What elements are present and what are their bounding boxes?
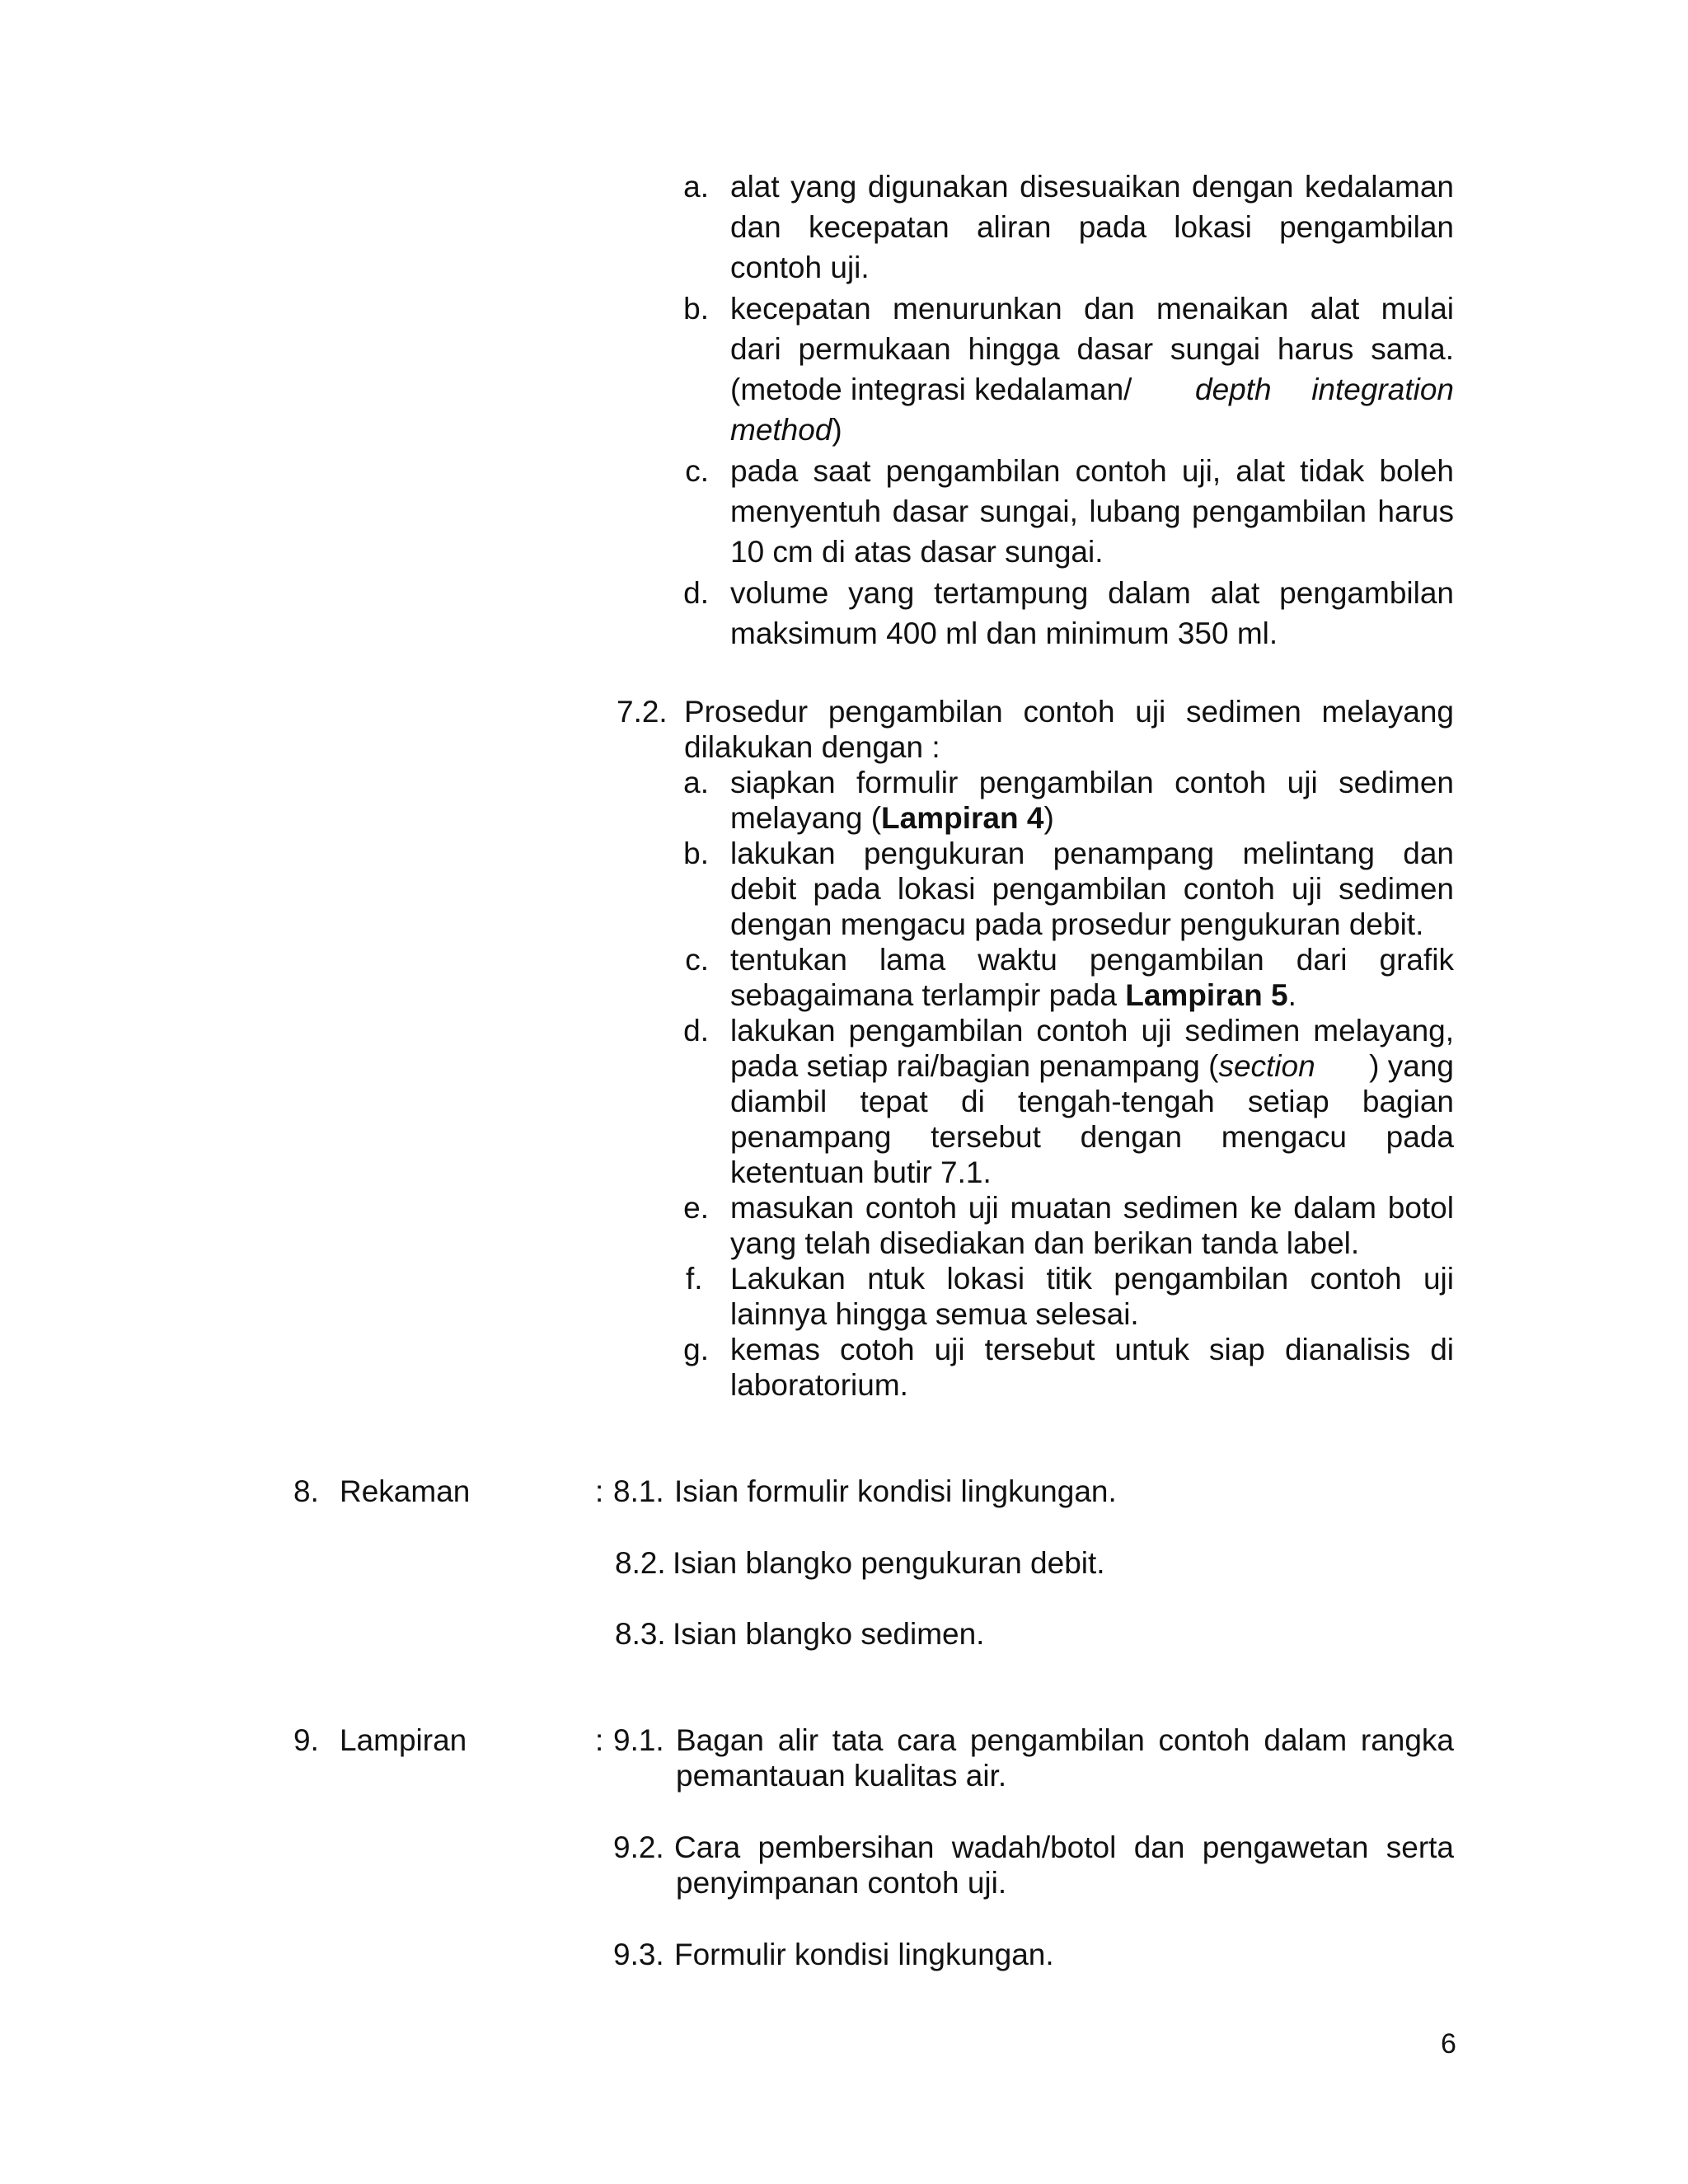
list-item-line: dengan mengacu pada prosedur pengukuran debit. <box>730 907 1424 941</box>
list-marker: d. <box>683 576 709 610</box>
list-item-text: pada setiap rai/bagian penampang ( <box>730 1049 1219 1083</box>
list-item-text: melayang ( <box>730 801 882 835</box>
lampiran-reference: Lampiran 4 <box>881 801 1044 835</box>
list-item-line: pada saat pengambilan contoh uji, alat tidak boleh <box>730 454 1454 488</box>
list-marker: a. <box>683 766 709 799</box>
section-intro-line: Prosedur pengambilan contoh uji sedimen melayang <box>684 695 1454 729</box>
list-item-line: Lakukan ntuk lokasi titik pengambilan contoh uji <box>730 1262 1454 1296</box>
list-item-text: . <box>1287 978 1296 1012</box>
item-text-line: Bagan alir tata cara pengambilan contoh dalam rangka <box>676 1723 1454 1757</box>
section-title: Lampiran <box>340 1723 467 1757</box>
list-item-text: ) <box>832 413 842 447</box>
item-number: 9.3. <box>613 1938 664 1971</box>
list-item-line: ketentuan butir 7.1. <box>730 1155 992 1189</box>
list-item-line: diambil tepat di tengah-tengah setiap bagian <box>730 1085 1454 1118</box>
list-marker: c. <box>685 943 709 977</box>
list-item-line: 10 cm di atas dasar sungai. <box>730 535 1104 569</box>
list-marker: g. <box>683 1333 709 1366</box>
list-marker: d. <box>683 1014 709 1047</box>
list-item-line <box>730 1051 1454 1081</box>
list-item-line <box>730 415 842 445</box>
item-text-line: pemantauan kualitas air. <box>676 1759 1007 1793</box>
list-item-line: tentukan lama waktu pengambilan dari grafik <box>730 943 1454 977</box>
list-item-text: ) yang <box>1369 1049 1454 1083</box>
item-text: Isian formulir kondisi lingkungan. <box>674 1474 1117 1508</box>
list-item-line: alat yang digunakan disesuaikan dengan kedalaman <box>730 170 1454 204</box>
list-item-line: menyentuh dasar sungai, lubang pengambilan harus <box>730 494 1454 528</box>
section-intro-line: dilakukan dengan : <box>684 730 940 764</box>
list-marker: e. <box>683 1191 709 1225</box>
list-item-line: lakukan pengukuran penampang melintang dan <box>730 837 1454 870</box>
list-item-line: penampang tersebut dengan mengacu pada <box>730 1120 1454 1154</box>
item-text-line: Formulir kondisi lingkungan. <box>674 1938 1054 1971</box>
list-item-text: ) <box>1043 801 1054 835</box>
section-number: 7.2. <box>617 695 668 729</box>
item-text: Isian blangko sedimen. <box>673 1617 985 1651</box>
list-item-line: siapkan formulir pengambilan contoh uji sedimen <box>730 766 1454 799</box>
item-text-line: Cara pembersihan wadah/botol dan pengawetan serta <box>674 1830 1454 1864</box>
list-item-line: debit pada lokasi pengambilan contoh uji sedimen <box>730 872 1454 906</box>
list-item-line: lakukan pengambilan contoh uji sedimen melayang, <box>730 1014 1454 1047</box>
list-item-line: kemas cotoh uji tersebut untuk siap dianalisis di <box>730 1333 1454 1366</box>
list-item-line: lainnya hingga semua selesai. <box>730 1297 1139 1331</box>
list-item-line: (metode integrasi kedalaman/ <box>730 373 1132 406</box>
list-item-line: kecepatan menurunkan dan menaikan alat mulai <box>730 292 1454 326</box>
list-marker: c. <box>685 454 709 488</box>
list-item-italic: section <box>1218 1049 1315 1083</box>
list-item-line: dan kecepatan aliran pada lokasi pengambilan <box>730 210 1454 244</box>
section-colon: : <box>595 1474 604 1508</box>
list-item-line <box>730 803 1054 833</box>
section-colon: : <box>595 1723 604 1757</box>
item-number: 9.2. <box>613 1830 664 1864</box>
list-item-line <box>730 980 1296 1010</box>
list-item-italic: depth integration <box>1195 373 1454 406</box>
section-number: 9. <box>293 1723 319 1757</box>
section-number: 8. <box>293 1474 319 1508</box>
list-item-line: masukan contoh uji muatan sedimen ke dalam botol <box>730 1191 1454 1225</box>
list-item-line: dari permukaan hingga dasar sungai harus sama. <box>730 332 1454 366</box>
list-item-line: yang telah disediakan dan berikan tanda label. <box>730 1226 1360 1260</box>
list-item-line: volume yang tertampung dalam alat pengambilan <box>730 576 1454 610</box>
lampiran-reference: Lampiran 5 <box>1125 978 1288 1012</box>
item-number: 9.1. <box>613 1723 664 1757</box>
list-item-text <box>730 1051 1315 1081</box>
list-marker: b. <box>683 837 709 870</box>
item-number: 8.3. <box>615 1617 666 1651</box>
item-number: 8.1. <box>613 1474 664 1508</box>
item-text: Isian blangko pengukuran debit. <box>673 1546 1105 1580</box>
page-number: 6 <box>1441 2028 1456 2060</box>
list-item-italic: method <box>730 413 832 447</box>
section-title: Rekaman <box>340 1474 471 1508</box>
list-item-text: sebagaimana terlampir pada <box>730 978 1126 1012</box>
list-marker: a. <box>683 170 709 204</box>
list-item-line: contoh uji. <box>730 251 870 284</box>
item-number: 8.2. <box>615 1546 666 1580</box>
item-text-line: penyimpanan contoh uji. <box>676 1866 1007 1900</box>
list-marker: f. <box>686 1262 703 1296</box>
list-item-line: maksimum 400 ml dan minimum 350 ml. <box>730 616 1278 650</box>
list-marker: b. <box>683 292 709 326</box>
list-item-line: laboratorium. <box>730 1368 908 1402</box>
